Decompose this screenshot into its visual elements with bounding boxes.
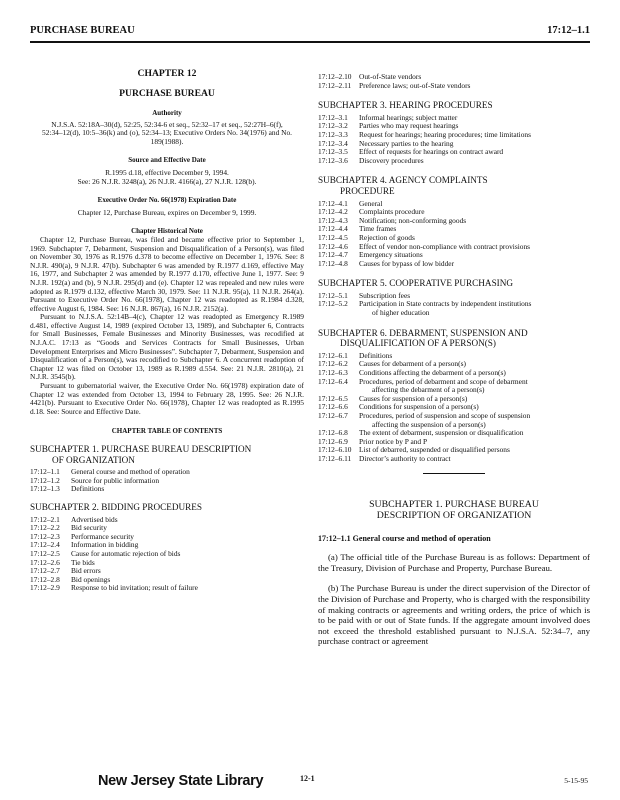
- toc-entry[interactable]: 17:12–4.3 Notification; non-conforming goods: [318, 215, 467, 225]
- header-section-number: 17:12–1.1: [547, 25, 590, 36]
- toc-subchapter-2-heading: SUBCHAPTER 2. BIDDING PROCEDURES: [30, 501, 203, 512]
- toc-subchapter-4-line-2: PROCEDURE: [340, 185, 395, 196]
- toc-entry[interactable]: 17:12–4.8 Causes for bypass of low bidder: [318, 258, 455, 268]
- toc-entry[interactable]: 17:12–5.2 Participation in State contracts by independent institutions of higher education: [318, 299, 532, 318]
- toc-entry[interactable]: 17:12–4.5 Rejection of goods: [318, 232, 415, 242]
- toc-entry[interactable]: 17:12–4.6 Effect of vendor non-compliance with contract provisions: [318, 241, 531, 251]
- toc-entry[interactable]: 17:12–6.7 Procedures, period of suspension and scope of suspension affecting the suspension of a person(s): [318, 411, 531, 429]
- page-footer: [0, 770, 620, 790]
- revision-date: 5-15-95: [564, 776, 588, 785]
- exec-order-heading: Executive Order No. 66(1978) Expiration Date: [97, 196, 237, 205]
- toc-entry[interactable]: 17:12–6.5 Causes for suspension of a person(s): [318, 393, 468, 403]
- toc-entry[interactable]: 17:12–6.6 Conditions for suspension of a person(s): [318, 402, 479, 412]
- authority-text: N.J.S.A. 52:18A–30(d), 52:25, 52:34-6 et seq., 52:32–17 et seq., 52:27H–6(f), 52:34–12(d), 10:5–36(k) and (o), 52:34–13; Executive Orders No. 34(1976) and No. 189(1988).: [42, 119, 293, 146]
- toc-subchapter-6-list: [318, 352, 590, 464]
- toc-entry[interactable]: 17:12–4.1 General: [318, 198, 383, 208]
- toc-entry[interactable]: 17:12–2.2 Bid security: [30, 523, 107, 533]
- toc-entry[interactable]: 17:12–2.7 Bid errors: [30, 566, 101, 576]
- authority-heading: Authority: [152, 109, 182, 117]
- toc-entry[interactable]: 17:12–3.5 Effect of requests for hearings on contract award: [318, 147, 504, 157]
- header-title: PURCHASE BUREAU: [30, 25, 135, 36]
- toc-entry[interactable]: 17:12–6.3 Conditions affecting the debarment of a person(s): [318, 368, 506, 378]
- toc-subchapter-1-line-2: OF ORGANIZATION: [52, 454, 135, 465]
- toc-entry[interactable]: 17:12–3.2 Parties who may request hearings: [318, 121, 459, 131]
- right-column: [318, 73, 590, 647]
- historical-note-paragraph-1: Chapter 12, Purchase Bureau, was filed and became effective prior to September 1, 1969. Subchapter 7, Debarment, Suspension and Disqualification of a Person(s), was filed on November 30, 1976 as R.1976 d.378 to become effective on December 1, 1976. See: 8 N.J.R. 490(a), 9 N.J.R. 47(b). Subchapter 6 was amended by R.1977 d.169, effective May 16, 1977, and Subchapter 2 was amended by R.1977 d.170, effective June 1, 1977. See: 9 N.J.R. 192(a) and (b), 9 N.J.R. 295(d) and (e). Chapter 12 was repealed and new rules were adopted as R.1979 d.132, effective March 30, 1979. See: 11 N.J.R. 95(a), 11 N.J.R. 264(a). Pursuant to Executive Order No. 66(1978), Chapter 12 was readopted as R.1984 d.328, effective August 6, 1984. See: 16 N.J.R. 867(a), 16 N.J.R. 2152(a).: [30, 234, 304, 313]
- toc-entry[interactable]: 17:12–6.1 Definitions: [318, 350, 393, 360]
- toc-entry[interactable]: 17:12–2.9 Response to bid invitation; result of failure: [30, 583, 198, 593]
- toc-entry[interactable]: 17:12–6.2 Causes for debarment of a person(s): [318, 359, 466, 369]
- body-paragraph-b: (b) The Purchase Bureau is under the direct supervision of the Director of the Division of Purchase and Property, who is charged with the responsibility of making contracts or agreements and writing orders, the price of which is to be paid with or out of State funds. If the aggregate amount involved does not exceed the threshold established pursuant to N.J.S.A. 52:34–7, any purchase contract or agreement: [318, 583, 590, 647]
- toc-subchapter-5-list: [318, 292, 590, 318]
- toc-entry[interactable]: 17:12–2.4 Information in bidding: [30, 540, 139, 550]
- toc-subchapter-6-line-2: DISQUALIFICATION OF A PERSON(S): [340, 338, 496, 349]
- toc-subchapter-6-line-1: SUBCHAPTER 6. DEBARMENT, SUSPENSION AND: [318, 327, 528, 338]
- toc-entry[interactable]: 17:12–6.8 The extent of debarment, suspension or disqualification: [318, 428, 524, 438]
- toc-entry[interactable]: 17:12–6.4 Procedures, period of debarment and scope of debarment affecting the debarment of a person(s): [318, 376, 528, 395]
- toc-subchapter-5-heading: SUBCHAPTER 5. COOPERATIVE PURCHASING: [318, 278, 514, 289]
- toc-subchapter-6-heading: [318, 328, 590, 349]
- toc-entry[interactable]: 17:12–1.1 General course and method of operation: [30, 467, 190, 477]
- toc-entry[interactable]: 17:12–6.10 List of debarred, suspended or disqualified persons: [318, 445, 510, 455]
- toc-entry[interactable]: 17:12–3.3 Request for hearings; hearing procedures; time limitations: [318, 129, 531, 139]
- toc-entry[interactable]: 17:12–2.1 Advertised bids: [30, 514, 118, 524]
- body-paragraph-a: (a) The official title of the Purchase Bureau is as follows: Department of the Treasury, Division of Purchase and Property, Purchase Bureau.: [318, 552, 590, 573]
- section-heading: 17:12–1.1 General course and method of operation: [318, 533, 491, 543]
- historical-note-paragraph-3: Pursuant to gubernatorial waiver, the Executive Order No. 66(1978) expiration date of Chapter 12 was extended from October 13, 1994 to February 28, 1995. See: 26 N.J.R. 4421(b). Pursuant to Executive Order No. 66(1978), Chapter 12 was readopted as R.1995 d.18. See: Source and Effective Date.: [30, 381, 304, 416]
- page-number: 12-1: [300, 774, 315, 783]
- library-stamp: New Jersey State Library: [98, 773, 264, 789]
- chapter-number: CHAPTER 12: [137, 68, 197, 79]
- toc-entry[interactable]: 17:12–2.5 Cause for automatic rejection of bids: [30, 548, 181, 558]
- toc-entry[interactable]: 17:12–1.2 Source for public information: [30, 475, 160, 485]
- toc-entry[interactable]: 17:12–6.9 Prior notice by P and P: [318, 436, 428, 446]
- source-line-2: See: 26 N.J.R. 3248(a), 26 N.J.R. 4166(a), 27 N.J.R. 128(b).: [77, 176, 257, 186]
- running-header: [30, 25, 590, 39]
- toc-entry[interactable]: 17:12–4.4 Time frames: [318, 224, 397, 234]
- historical-note-paragraph-2: Pursuant to N.J.S.A. 52:14B–4(c), Chapter 12 was readopted as Emergency R.1989 d.481, effective August 14, 1989 (expired October 13, 1989), and Subchapter 6, Contracts for Small Businesses, Female Businesses and Minority Businesses, was recodified at N.J.A.C. 17:13 as “Goods and Services Contracts for Small Businesses, Urban Development Enterprises and Micro Businesses”. Subchapter 7, Debarment, Suspension and Disqualification of a Person(s), was recodified to Subchapter 6. A concurrent readoption of Chapter 12 was filed on October 13, 1989 as R.1989 d.554. See: 21 N.J.R. 2810(a), 21 N.J.R. 3545(b).: [30, 312, 304, 382]
- toc-entry[interactable]: 17:12–4.7 Emergency situations: [318, 250, 423, 260]
- toc-entry[interactable]: 17:12–1.3 Definitions: [30, 484, 105, 494]
- chapter-title: PURCHASE BUREAU: [119, 88, 215, 99]
- toc-subchapter-4-line-1: SUBCHAPTER 4. AGENCY COMPLAINTS: [318, 175, 488, 186]
- toc-heading: CHAPTER TABLE OF CONTENTS: [111, 427, 223, 436]
- toc-subchapter-3-heading: SUBCHAPTER 3. HEARING PROCEDURES: [318, 100, 493, 111]
- exec-order-text: Chapter 12, Purchase Bureau, expires on December 9, 1999.: [77, 207, 257, 217]
- source-heading: Source and Effective Date: [128, 156, 206, 165]
- toc-entry[interactable]: 17:12–2.11 Preference laws; out-of-State vendors: [318, 80, 471, 90]
- toc-entry[interactable]: 17:12–2.8 Bid openings: [30, 574, 111, 584]
- toc-entry[interactable]: 17:12–5.1 Subscription fees: [318, 290, 411, 300]
- toc-subchapter-2-list: [30, 516, 304, 593]
- historical-note-heading: Chapter Historical Note: [131, 227, 203, 236]
- toc-entry[interactable]: 17:12–4.2 Complaints procedure: [318, 207, 425, 217]
- source-line-1: R.1995 d.18, effective December 9, 1994.: [105, 167, 229, 177]
- toc-subchapter-4-list: [318, 200, 590, 269]
- toc-entry[interactable]: 17:12–3.1 Informal hearings; subject matter: [318, 112, 458, 122]
- body-subchapter-line-1: SUBCHAPTER 1. PURCHASE BUREAU: [369, 498, 539, 510]
- toc-subchapter-3-list: [318, 114, 590, 166]
- toc-entry[interactable]: 17:12–3.4 Necessary parties to the hearing: [318, 138, 454, 148]
- left-column: [30, 50, 304, 593]
- toc-entry[interactable]: 17:12–2.6 Tie bids: [30, 557, 95, 567]
- body-subchapter-line-2: DESCRIPTION OF ORGANIZATION: [376, 509, 532, 521]
- toc-subchapter-1-list: [30, 468, 304, 494]
- section-divider: [423, 473, 485, 474]
- toc-subchapter-2-continued: [318, 73, 590, 90]
- toc-entry[interactable]: 17:12–3.6 Discovery procedures: [318, 155, 424, 165]
- toc-entry[interactable]: 17:12–6.11 Director’s authority to contract: [318, 453, 451, 463]
- header-rule: [30, 41, 590, 43]
- toc-entry[interactable]: 17:12–2.3 Performance security: [30, 531, 134, 541]
- body-subchapter-heading: [318, 499, 590, 521]
- toc-subchapter-4-heading: [318, 175, 590, 196]
- toc-subchapter-1-line-1: SUBCHAPTER 1. PURCHASE BUREAU DESCRIPTION: [30, 444, 252, 454]
- toc-subchapter-1-heading: [30, 444, 304, 465]
- toc-entry[interactable]: 17:12–2.10 Out-of-State vendors: [318, 72, 422, 81]
